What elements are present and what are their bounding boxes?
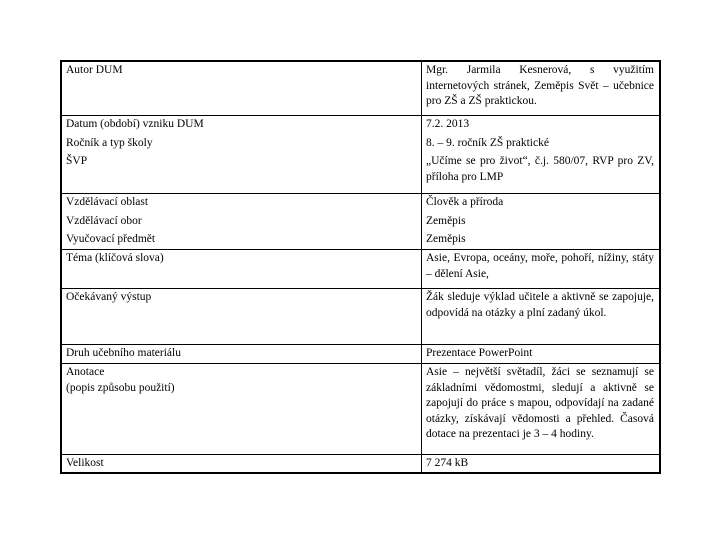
row-label: Anotace (popis způsobu použití) bbox=[66, 366, 175, 394]
table-row-anotace bbox=[62, 364, 659, 455]
table-row-autor bbox=[62, 62, 659, 116]
table-row-svp bbox=[62, 153, 659, 194]
table-row-vzdelavaci-obor bbox=[62, 213, 659, 231]
row-label: Očekávaný výstup bbox=[66, 291, 152, 303]
table-row-vyucovaci-predmet bbox=[62, 231, 659, 250]
row-label: Vzdělávací oblast bbox=[66, 196, 149, 208]
row-value: 7 274 kB bbox=[426, 457, 469, 469]
row-label: Autor DUM bbox=[66, 64, 123, 76]
row-value: Žák sleduje výklad učitele a aktivně se zapojuje, odpovídá na otázky a plní zadaný úkol. bbox=[426, 291, 654, 319]
table-row-rocnik bbox=[62, 135, 659, 153]
row-value: 7.2. 2013 bbox=[426, 118, 470, 130]
row-label: Téma (klíčová slova) bbox=[66, 252, 164, 264]
row-label: Vyučovací předmět bbox=[66, 233, 156, 245]
row-label: Datum (období) vzniku DUM bbox=[66, 118, 204, 130]
row-value: Zeměpis bbox=[426, 215, 466, 227]
row-label: ŠVP bbox=[66, 155, 88, 167]
row-value: Prezentace PowerPoint bbox=[426, 347, 533, 359]
table-row-druh-materialu bbox=[62, 345, 659, 364]
row-label: Vzdělávací obor bbox=[66, 215, 142, 227]
row-value: Mgr. Jarmila Kesnerová, s využitím internetových stránek, Zeměpis Svět – učebnice pro ZŠ a ZŠ praktickou. bbox=[426, 64, 654, 107]
table-row-velikost bbox=[62, 455, 659, 474]
row-value: Člověk a příroda bbox=[426, 196, 504, 208]
row-label: Druh učebního materiálu bbox=[66, 347, 181, 359]
row-value: Asie – největší světadíl, žáci se seznamují se základními vědomostmi, sledují a aktivně se zapojují do práce s mapou, odpovídají na zadané otázky, získávají vědomosti a přehled. Časová dotace na prezentaci je 3 – 4 hodiny. bbox=[426, 366, 654, 440]
row-label: Velikost bbox=[66, 457, 104, 469]
row-value: „Učíme se pro život“, č.j. 580/07, RVP pro ZV, příloha pro LMP bbox=[426, 155, 654, 183]
table-row-vzdelavaci-oblast bbox=[62, 194, 659, 213]
row-value: Zeměpis bbox=[426, 233, 466, 245]
dum-info-table bbox=[60, 60, 661, 474]
row-value: 8. – 9. ročník ZŠ praktické bbox=[426, 137, 549, 149]
table-row-datum bbox=[62, 116, 659, 135]
table-row-ocekavany-vystup bbox=[62, 289, 659, 345]
row-value: Asie, Evropa, oceány, moře, pohoří, nížiny, státy – dělení Asie, bbox=[426, 252, 654, 280]
row-label: Ročník a typ školy bbox=[66, 137, 153, 149]
table-row-tema bbox=[62, 250, 659, 289]
